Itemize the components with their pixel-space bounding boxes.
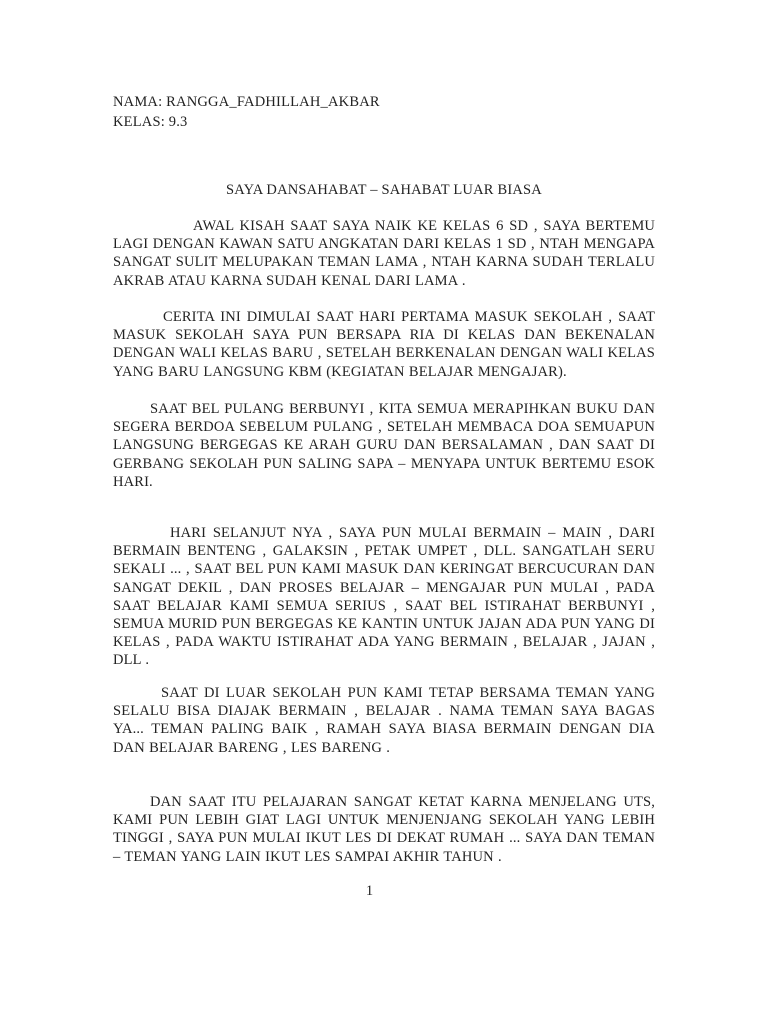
paragraph-6: DAN SAAT ITU PELAJARAN SANGAT KETAT KARNA MENJELANG UTS, KAMI PUN LEBIH GIAT LAGI UNTUK MENJENJANG SEKOLAH YANG LEBIH TINGGI , SAYA PUN MULAI IKUT LES DI DEKAT RUMAH ... SAYA DAN TEMAN – TEMAN YANG LAIN IKUT LES SAMPAI AKHIR TAHUN . xyxy=(113,794,655,865)
paragraph-5: SAAT DI LUAR SEKOLAH PUN KAMI TETAP BERSAMA TEMAN YANG SELALU BISA DIAJAK BERMAIN , BELAJAR . NAMA TEMAN SAYA BAGAS YA... TEMAN PALING BAIK , RAMAH SAYA BIASA BERMAIN DENGAN DIA DAN BELAJAR BARENG , LES BARENG . xyxy=(113,685,655,756)
paragraph-2: CERITA INI DIMULAI SAAT HARI PERTAMA MASUK SEKOLAH , SAAT MASUK SEKOLAH SAYA PUN BERSAPA RIA DI KELAS DAN BEKENALAN DENGAN WALI KELAS BARU , SETELAH BERKENALAN DENGAN WALI KELAS YANG BARU LANGSUNG KBM (KEGIATAN BELAJAR MENGAJAR). xyxy=(113,309,655,380)
student-info xyxy=(113,92,380,132)
student-name: NAMA: RANGGA_FADHILLAH_AKBAR xyxy=(113,94,380,110)
paragraph-4: HARI SELANJUT NYA , SAYA PUN MULAI BERMAIN – MAIN , DARI BERMAIN BENTENG , GALAKSIN , PETAK UMPET , DLL. SANGATLAH SERU SEKALI ... , SAAT BEL PUN KAMI MASUK DAN KERINGAT BERCUCURAN DAN SANGAT DEKIL , DAN PROSES BELAJAR – MENGAJAR PUN MULAI , PADA SAAT BELAJAR KAMI SEMUA SERIUS , SAAT BEL ISTIRAHAT BERBUNYI , SEMUA MURID PUN BERGEGAS KE KANTIN UNTUK JAJAN ADA PUN YANG DI KELAS , PADA WAKTU ISTIRAHAT ADA YANG BERMAIN , BELAJAR , JAJAN , DLL . xyxy=(113,525,655,669)
document-title: SAYA DANSAHABAT – SAHABAT LUAR BIASA xyxy=(226,182,542,198)
paragraph-1: AWAL KISAH SAAT SAYA NAIK KE KELAS 6 SD , SAYA BERTEMU LAGI DENGAN KAWAN SATU ANGKATAN DARI KELAS 1 SD , NTAH MENGAPA SANGAT SULIT MELUPAKAN TEMAN LAMA , NTAH KARNA SUDAH TERLALU AKRAB ATAU KARNA SUDAH KENAL DARI LAMA . xyxy=(113,218,655,289)
page-number: 1 xyxy=(365,883,374,899)
paragraph-3: SAAT BEL PULANG BERBUNYI , KITA SEMUA MERAPIHKAN BUKU DAN SEGERA BERDOA SEBELUM PULANG , SETELAH MEMBACA DOA SEMUAPUN LANGSUNG BERGEGAS KE ARAH GURU DAN BERSALAMAN , DAN SAAT DI GERBANG SEKOLAH PUN SALING SAPA – MENYAPA UNTUK BERTEMU ESOK HARI. xyxy=(113,401,655,490)
student-class: KELAS: 9.3 xyxy=(113,114,188,130)
